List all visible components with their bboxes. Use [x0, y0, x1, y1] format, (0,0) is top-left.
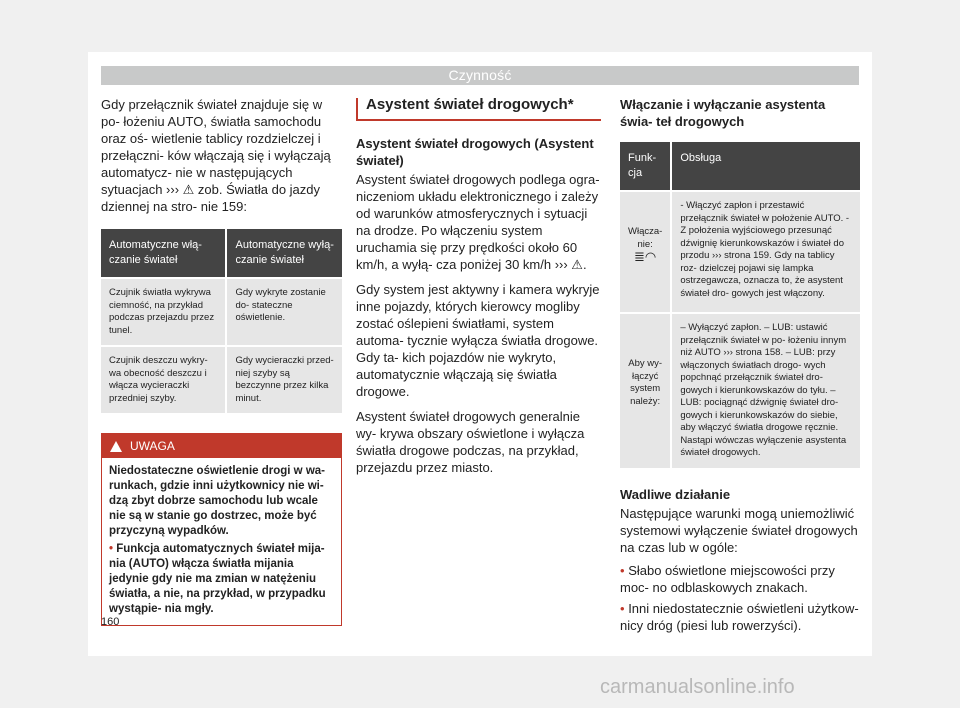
warning-title: UWAGA [130, 439, 175, 453]
function-label: Włącza- nie: [628, 226, 663, 250]
table-cell: Aby wy- łączyć system należy: [620, 313, 671, 468]
page-header-title: Czynność [448, 67, 512, 83]
list-item-text: Inni niedostatecznie oświetleni użytkow- nicy dróg (piesi lub rowerzyści). [620, 600, 859, 633]
list-item-text: Słabo oświetlone miejscowości przy moc- no odblaskowych znakach. [620, 562, 835, 595]
bullet-icon: • [620, 562, 625, 578]
table-cell [620, 191, 671, 313]
table-cell: - Włączyć zapłon i przestawić przełącznik świateł w położenie AUTO. - Z położenia wyjściowego przesunąć dźwignię kierunkowskazów i świateł do przodu ››› strona 159. Gdy na tablicy roz- dzielczej pojawi się lampka ostrzegawcza, oznacza to, że asystent świateł dro- gowych jest włączony. [671, 191, 860, 313]
warning-box [101, 433, 342, 626]
table-header-function: Funk- cja [620, 142, 671, 191]
table-cell: Czujnik deszczu wykry- wa obecność deszczu i włącza wycieraczki przedniej szyby. [101, 346, 226, 413]
column-middle [356, 96, 601, 476]
paragraph: Gdy system jest aktywny i kamera wykryje inne pojazdy, których kierowcy mogliby zostać oślepieni światłami, system automa- tycznie wyłącza światła drogowe. Gdy ta- kich pojazdów nie wykryto, automatycznie włączają się światła drogowe. [356, 282, 600, 399]
paragraph: Asystent świateł drogowych podlega ogra- niczeniom układu elektronicznego i zależy od warunków atmosferycznych i sytuacji na drodze. Po włączeniu system uruchamia się przy prędkości około 60 km/h, a wyłą- cza poniżej 30 km/h ››› ⚠. [356, 172, 600, 272]
warning-text: Niedostateczne oświetlenie drogi w wa- runkach, gdzie inni użytkownicy nie wi- dzą zbyt dobrze samochodu lub wcale nie są w stanie go dostrzec, może być przyczyną wypadków. [109, 465, 325, 537]
warning-bullet [109, 542, 334, 617]
column-left [101, 96, 342, 626]
subsection-title: Asystent świateł drogowych (Asystent świateł) [356, 136, 594, 168]
assistant-operation-table [620, 142, 860, 468]
bullet-icon: • [620, 600, 625, 616]
list-item [620, 600, 860, 634]
paragraph: Asystent świateł drogowych generalnie wy- krywa obszary oświetlone i wyłącza światła drogowe podczas, na przykład, przejazdu przez miasto. [356, 409, 585, 475]
subsection-title: Włączanie i wyłączanie asystenta świa- teł drogowych [620, 97, 826, 129]
intro-paragraph: Gdy przełącznik świateł znajduje się w po- łożeniu AUTO, światła samochodu oraz oś- wietlenie tablicy rozdzielczej i przełączni- ków włączają się i wyłączają automatycz- nie w następujących sytuacjach ››› ⚠ zob. Światła do jazdy dziennej na stro- nie 159: [101, 97, 331, 214]
warning-body [102, 458, 341, 625]
table-cell: Gdy wykryte zostanie do- stateczne oświetlenie. [226, 278, 342, 346]
table-row [620, 191, 860, 313]
list-item [620, 562, 860, 596]
table-header-operation: Obsługa [671, 142, 860, 191]
faults-intro: Następujące warunki mogą uniemożliwić systemowi wyłączenie świateł drogowych na czas lub w ogóle: [620, 505, 858, 555]
table-row [101, 346, 342, 413]
header-bar [101, 66, 859, 85]
table-row [101, 278, 342, 346]
bullet-icon: • [109, 543, 114, 555]
warning-header [102, 434, 341, 458]
column-right [620, 96, 860, 634]
section-title: Asystent świateł drogowych* [356, 96, 601, 121]
page-number: 160 [101, 616, 120, 628]
warning-icon [110, 441, 122, 452]
table-cell: Gdy wycieraczki przed- niej szyby są bezczynne przez kilka minut. [226, 346, 342, 413]
table-cell: – Wyłączyć zapłon. – LUB: ustawić przełącznik świateł w po- łożeniu innym niż AUTO ››› strona 158. – LUB: przy włączonych światłach drogo- wych popchnąć przełącznik świateł dro- gowych i kierunkowskazów do tyłu. – LUB: pociągnąć dźwignię świateł dro- gowych i kierunkowskazów do siebie, aby włączyć światła drogowe ręcznie. Nastąpi wówczas wyłączenie asystenta świateł drogowych. [671, 313, 860, 468]
table-cell: Czujnik światła wykrywa ciemność, na przykład podczas przejazdu przez tunel. [101, 278, 226, 346]
watermark: carmanualsonline.info [600, 676, 795, 698]
auto-lights-table [101, 229, 342, 413]
table-header-on: Automatyczne włą- czanie świateł [101, 229, 226, 278]
high-beam-assist-icon: ≣◠ [634, 249, 657, 264]
faults-title: Wadliwe działanie [620, 486, 731, 502]
table-header-off: Automatyczne wyłą- czanie świateł [226, 229, 342, 278]
table-row [620, 313, 860, 468]
warning-bullet-text: Funkcja automatycznych świateł mija- nia (AUTO) włącza światła mijania jedynie gdy nie ma zmian w natężeniu światła, a nie, na przykład, w przypadku wystąpie- nia mgły. [109, 543, 326, 615]
